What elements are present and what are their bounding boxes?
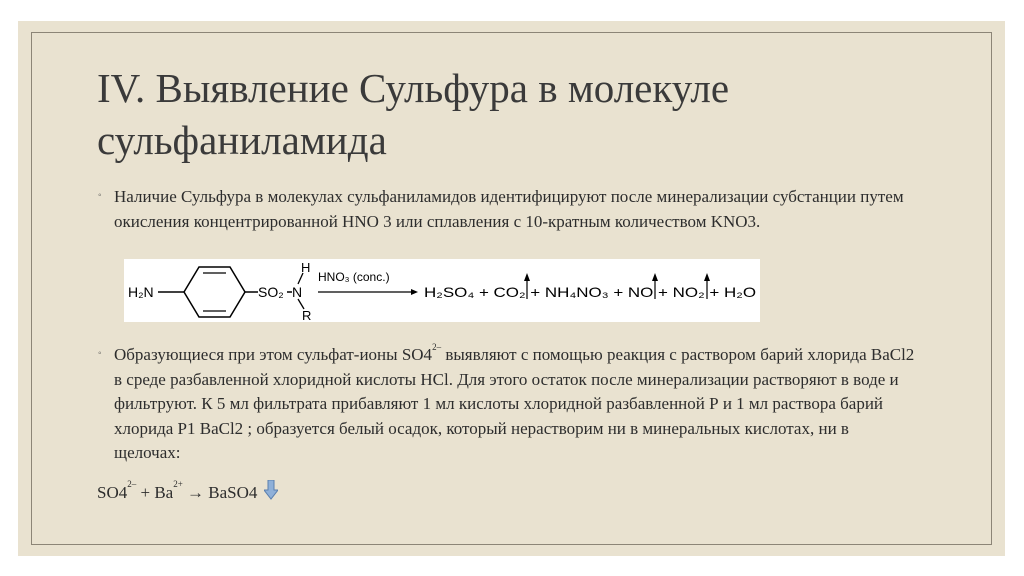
h2n-label: H₂N [128,284,154,300]
h-label: H [301,260,311,275]
bullet-text: Наличие Сульфура в молекулах сульфаниламидов идентифицируют после минерализации субстанции путем окисления концентрированной HNO 3 или сплавления с 10-кратным количеством KNO3. [114,187,904,231]
product-formula: BaSO4 [208,483,258,502]
reaction-scheme-svg [124,259,760,322]
benzene-ring [184,267,245,317]
yield-arrow: → [182,483,209,502]
charge-superscript: 2– [432,342,442,352]
text-part: выявляют с помощью реакция с раствором барий хлорида BaCl2 в среде разбавленной хлоридной кислоты HCl. Для этого остаток после минерализации растворяют в воде и фильтруют. К 5 мл фильтрата прибавляют 1 мл кислоты хлоридной разбавленной Р и 1 мл раствора барий хлорида Р1 BaCl2 ; образуется белый осадок, который нерастворим ни в минеральных кислотах, ни в щелочах: [114,345,915,462]
reaction-scheme-image [124,259,760,322]
bullet-marker: ◦ [98,190,102,201]
gas-arrowhead [652,273,658,281]
gas-arrowhead [524,273,530,281]
so2-label: SO₂ [258,284,284,300]
bullet-marker: ◦ [98,348,102,359]
reagent-label: HNO₃ (conc.) [318,270,390,284]
slide-title: IV. Выявление Сульфура в молекуле сульфаниламида [97,65,730,163]
r-label: R [302,308,312,322]
barium-charge: 2+ [173,479,183,489]
precipitate-down-arrow-icon [264,480,278,500]
gas-arrowhead [704,273,710,281]
sulfate-charge: 2– [127,479,137,489]
barium-formula: + Ba [136,483,174,502]
precipitation-equation [97,480,278,503]
n-label: N [292,284,303,300]
products-label: H₂SO₄ + CO₂ + NH₄NO₃ + NO + NO₂ + H₂O [424,284,757,300]
text-part: Образующиеся при этом сульфат-ионы SO4 [114,345,433,364]
bullet-text [114,343,918,466]
bullet-mineralization [98,185,918,234]
bullet-sulfate-detection [98,343,918,466]
sulfate-formula: SO4 [97,483,128,502]
reaction-arrowhead [411,289,418,295]
